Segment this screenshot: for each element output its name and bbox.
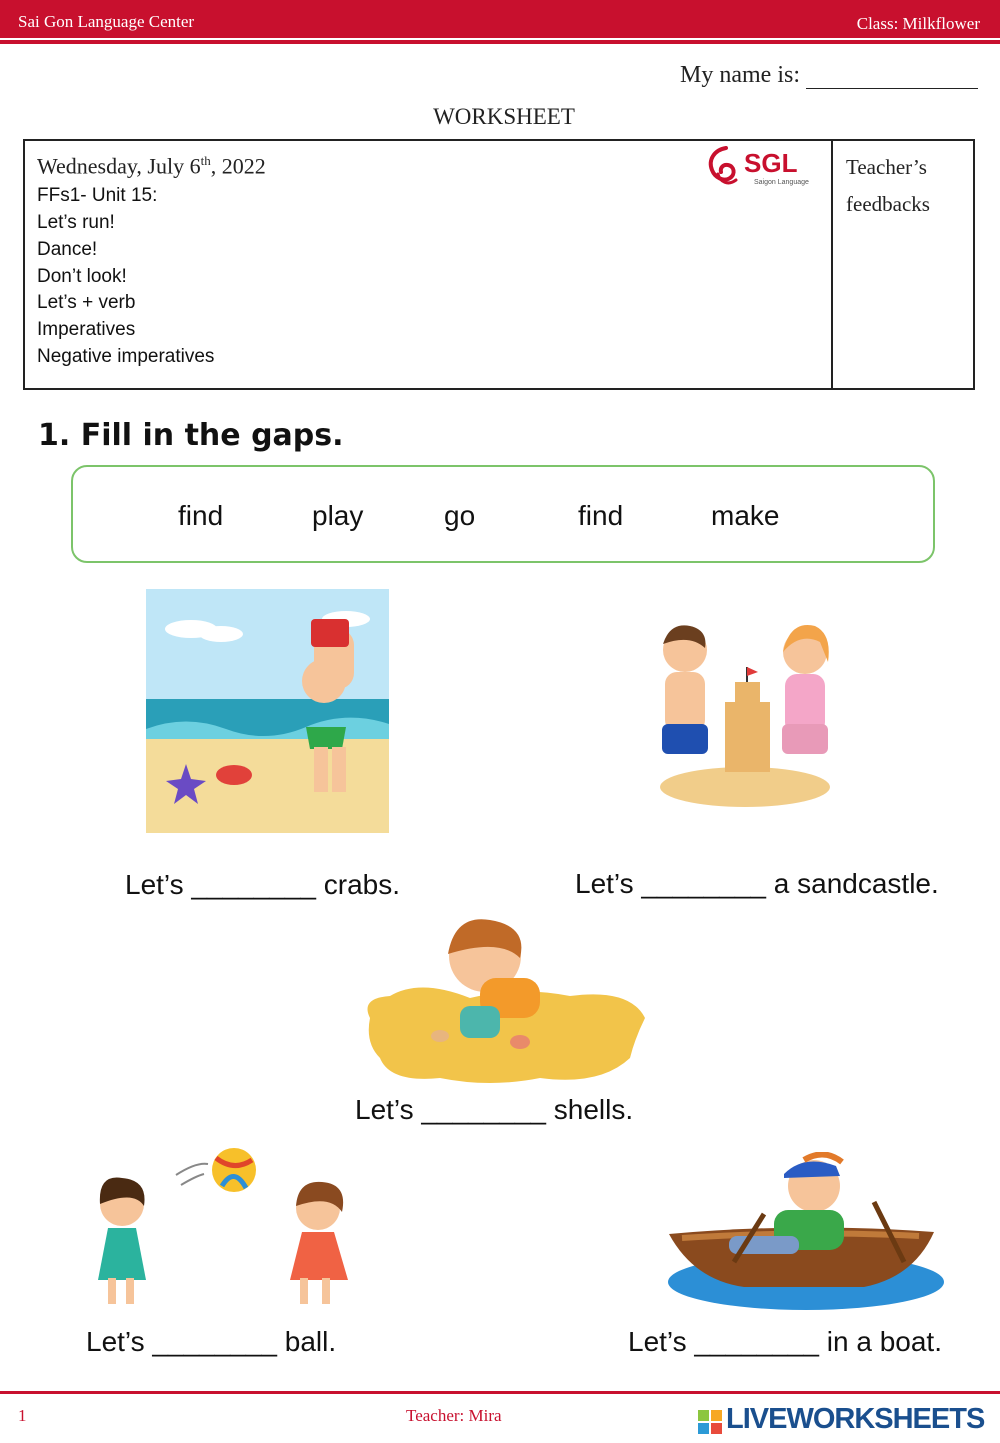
word-bank-item: find (578, 500, 624, 531)
worksheet-title: WORKSHEET (433, 104, 575, 129)
info-line: Let’s + verb (37, 292, 136, 313)
word-bank-item: play (312, 500, 364, 531)
boat-picture (664, 1152, 949, 1320)
logo-text: SGL (744, 148, 798, 178)
info-line: Negative imperatives (37, 346, 215, 367)
sgl-logo (706, 144, 816, 190)
name-label: My name is: (680, 62, 800, 88)
header-rule (0, 40, 1000, 44)
liveworksheets-icon (698, 1410, 722, 1434)
exercise-title: 1. Fill in the gaps. (38, 418, 344, 453)
ball-picture (86, 1140, 386, 1315)
footer-rule (0, 1391, 1000, 1394)
sentence-crabs: Let’s ________ crabs. (125, 869, 401, 900)
crab-beach-picture (146, 589, 389, 833)
sentence-shells: Let’s ________ shells. (355, 1094, 634, 1125)
info-line: Imperatives (37, 319, 136, 340)
logo-subtext: Saigon Language (754, 179, 809, 186)
word-bank-item: make (711, 500, 780, 531)
word-bank-item: find (178, 500, 224, 531)
word-bank-item: go (444, 500, 476, 531)
page-number: 1 (18, 1406, 27, 1425)
date-prefix: Wednesday, July 6 (37, 153, 201, 179)
sentence-boat: Let’s ________ in a boat. (628, 1326, 942, 1357)
center-name: Sai Gon Language Center (18, 12, 195, 31)
info-line: Dance! (37, 239, 98, 260)
liveworksheets-brand[interactable]: LIVEWORKSHEETS (726, 1403, 985, 1435)
class-label: Class: Milkflower (856, 14, 980, 33)
feedback-label-2: feedbacks (846, 192, 930, 216)
name-field (680, 62, 978, 89)
sentence-ball: Let’s ________ ball. (86, 1326, 337, 1357)
name-blank[interactable] (806, 64, 978, 89)
sentence-sandcastle: Let’s ________ a sandcastle. (575, 868, 939, 899)
sandcastle-picture (650, 612, 840, 810)
teacher-name: Teacher: Mira (406, 1406, 502, 1425)
feedback-label: Teacher’s (846, 155, 927, 179)
shells-picture (360, 918, 648, 1088)
date-suffix: , 2022 (210, 153, 266, 179)
info-divider (831, 139, 833, 390)
info-line: Let’s run! (37, 212, 115, 233)
info-line: Don’t look! (37, 266, 127, 287)
info-unit: FFs1- Unit 15: (37, 185, 158, 206)
date-sup: th (200, 153, 211, 168)
lesson-date (37, 153, 266, 179)
